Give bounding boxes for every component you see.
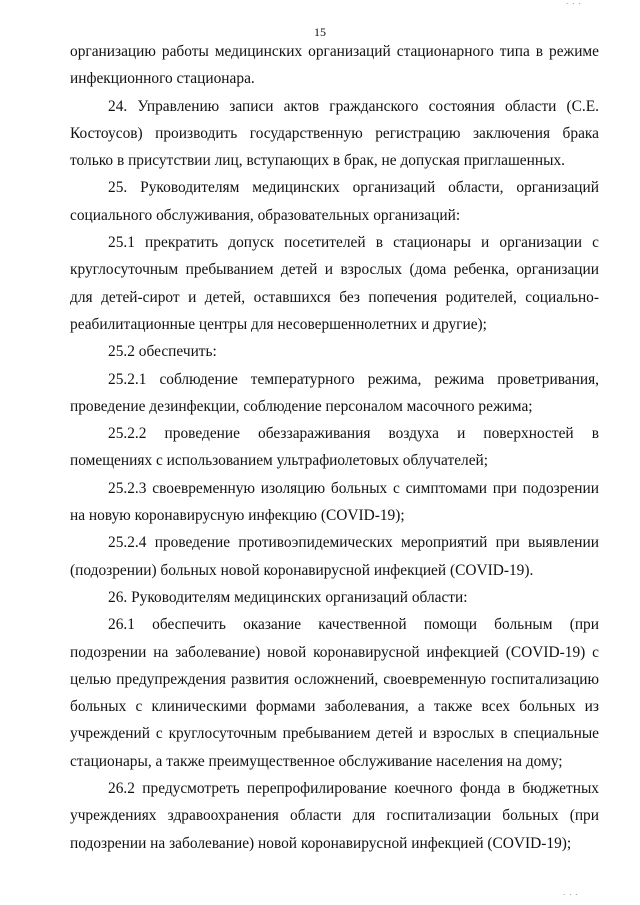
paragraph-item-25-2-3: 25.2.3 своевременную изоляцию больных с симптомами при подозрении на новую коронавирусную инфекцию (COVID-19); <box>70 479 599 525</box>
document-body <box>70 38 599 857</box>
paragraph-item-26: 26. Руководителям медицинских организаций области: <box>108 588 468 606</box>
paragraph-continuation: организацию работы медицинских организаций стационарного типа в режиме инфекционного стационара. <box>70 43 599 88</box>
paragraph-item-24: 24. Управлению записи актов гражданского состояния области (С.Е. Костоусов) производить государственную регистрацию заключения брака только в присутствии лиц, вступающих в брак, не допуская приглашенных. <box>70 97 599 170</box>
scan-artifact-mark: · · · <box>563 891 579 899</box>
paragraph-item-25-2-4: 25.2.4 проведение противоэпидемических мероприятий при выявлении (подозрении) больных новой коронавирусной инфекцией (COVID-19). <box>70 534 599 579</box>
paragraph-item-25-2: 25.2 обеспечить: <box>108 343 217 361</box>
page-number: 15 <box>314 25 326 39</box>
paragraph-item-26-2: 26.2 предусмотреть перепрофилирование коечного фонда в бюджетных учреждениях здравоохранения области для госпитализации больных (при подозрении на заболевание) новой коронавирусной инфекцией (COVID-19); <box>70 780 599 852</box>
paragraph-item-26-1: 26.1 обеспечить оказание качественной помощи больным (при подозрении на заболевание) новой коронавирусной инфекцией (COVID-19) с целью предупреждения развития осложнений, своевременную госпитализацию больных с клиническими формами заболевания, а также всех больных из учреждений с круглосуточным пребыванием детей и взрослых в специальные стационары, а также преимущественное обслуживание населения на дому; <box>70 616 599 770</box>
paragraph-item-25: 25. Руководителям медицинских организаций области, организаций социального обслуживания, образовательных организаций: <box>70 179 599 224</box>
paragraph-item-25-2-1: 25.2.1 соблюдение температурного режима, режима проветривания, проведение дезинфекции, соблюдение персоналом масочного режима; <box>70 370 599 415</box>
paragraph-item-25-1: 25.1 прекратить допуск посетителей в стационары и организации с круглосуточным пребыванием детей и взрослых (дома ребенка, организации для детей-сирот и детей, оставшихся без попечения родителей, социально-реабилитационные центры для несовершеннолетних и другие); <box>70 234 599 333</box>
scan-artifact-mark: · · · <box>566 0 582 8</box>
paragraph-item-25-2-2: 25.2.2 проведение обеззараживания воздуха и поверхностей в помещениях с использованием ультрафиолетовых облучателей; <box>70 425 599 470</box>
